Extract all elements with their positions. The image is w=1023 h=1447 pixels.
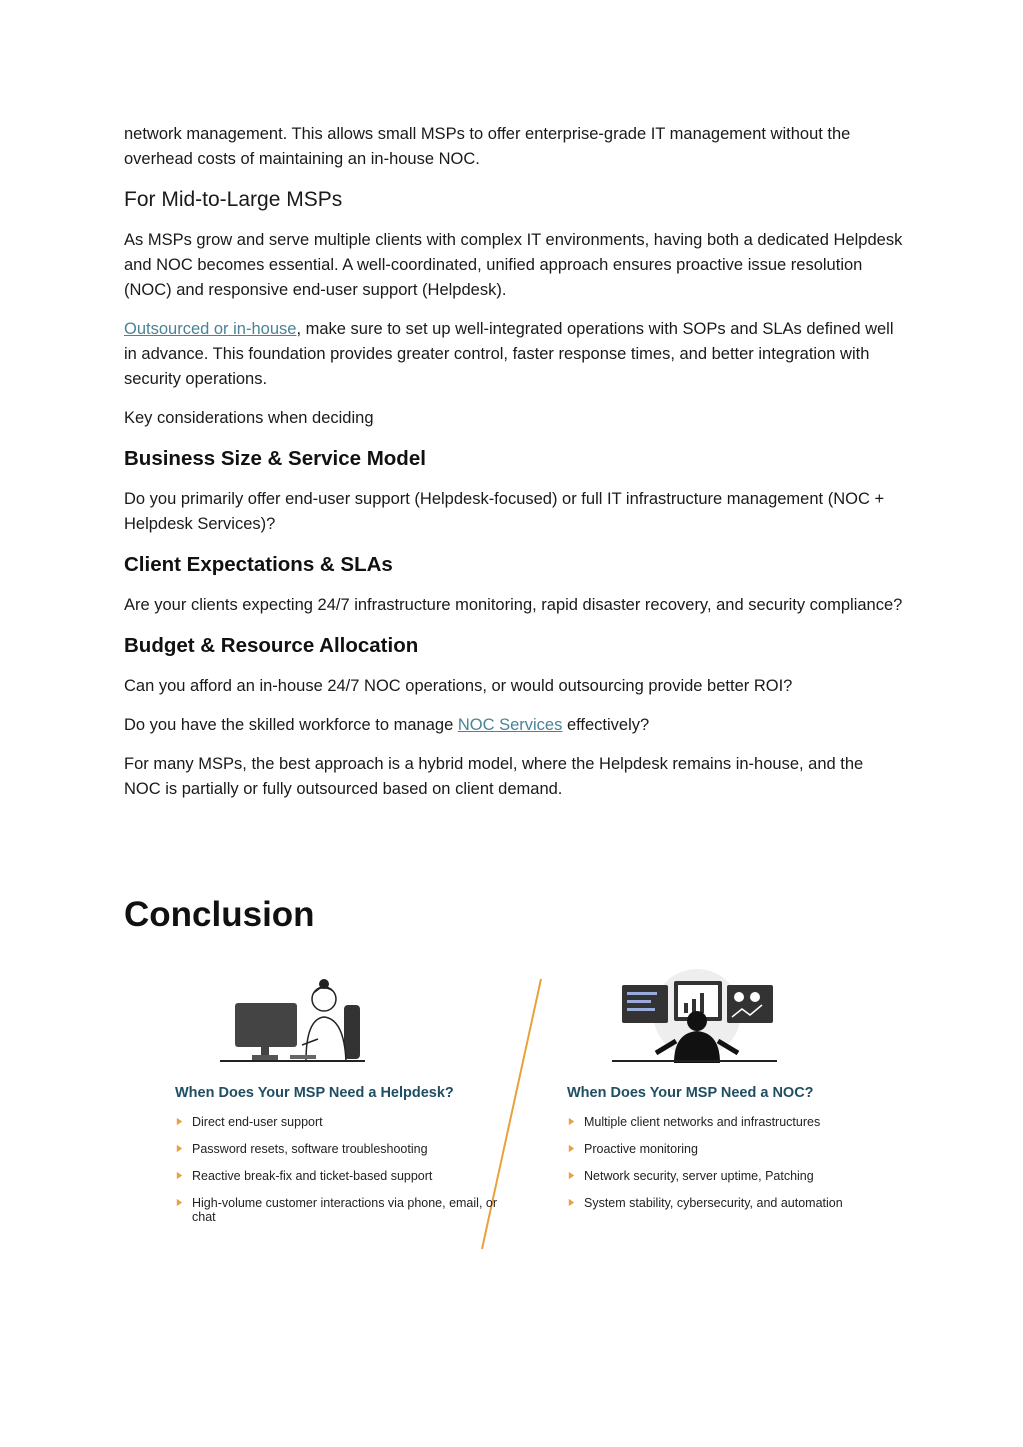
bullet-icon bbox=[567, 1198, 576, 1207]
helpdesk-bullet-list bbox=[175, 1115, 505, 1237]
list-item bbox=[175, 1196, 505, 1224]
key-considerations: Key considerations when deciding bbox=[124, 409, 374, 427]
list-item-label: Reactive break-fix and ticket-based support bbox=[192, 1169, 433, 1183]
list-item-label: Network security, server uptime, Patching bbox=[584, 1169, 814, 1183]
section-heading-business-size: Business Size & Service Model bbox=[124, 447, 426, 470]
noc-operator-illustration bbox=[552, 965, 882, 1075]
bullet-icon bbox=[567, 1171, 576, 1180]
list-item bbox=[567, 1142, 897, 1156]
list-item bbox=[175, 1115, 505, 1129]
section-body-business-size: Do you primarily offer end-user support (Helpdesk-focused) or full IT infrastructure management (NOC + Helpdesk Services)? bbox=[124, 490, 885, 533]
list-item-label: High-volume customer interactions via phone, email, or chat bbox=[192, 1196, 497, 1224]
list-item bbox=[175, 1169, 505, 1183]
section-body-budget: Can you afford an in-house 24/7 NOC operations, or would outsourcing provide better ROI? bbox=[124, 677, 793, 695]
conclusion-heading: Conclusion bbox=[124, 895, 315, 934]
bullet-icon bbox=[567, 1117, 576, 1126]
hybrid-paragraph: For many MSPs, the best approach is a hybrid model, where the Helpdesk remains in-house, and the NOC is partially or fully outsourced based on client demand. bbox=[124, 755, 864, 798]
bullet-icon bbox=[175, 1198, 184, 1207]
bullet-icon bbox=[567, 1144, 576, 1153]
document-body bbox=[124, 122, 904, 816]
helpdesk-vs-noc-infographic bbox=[160, 965, 870, 1255]
list-item-label: Multiple client networks and infrastructures bbox=[584, 1115, 821, 1129]
noc-title: When Does Your MSP Need a NOC? bbox=[567, 1085, 814, 1101]
outsourced-paragraph bbox=[124, 317, 904, 392]
bullet-icon bbox=[175, 1171, 184, 1180]
noc-services-link[interactable]: NOC Services bbox=[457, 716, 563, 734]
noc-column bbox=[552, 965, 882, 1255]
list-item bbox=[567, 1169, 897, 1183]
intro-paragraph: network management. This allows small MSPs to offer enterprise-grade IT management without the overhead costs of maintaining an in-house NOC. bbox=[124, 125, 851, 168]
workforce-text-after: effectively? bbox=[562, 716, 650, 734]
list-item-label: Direct end-user support bbox=[192, 1115, 323, 1129]
workforce-paragraph bbox=[124, 713, 904, 738]
outsourced-link[interactable]: Outsourced or in-house bbox=[124, 320, 297, 338]
workforce-text-before: Do you have the skilled workforce to manage bbox=[124, 716, 458, 734]
outsourced-text: , make sure to set up well-integrated operations with SOPs and SLAs defined well in advance. This foundation provides greater control, faster response times, and better integration with security operations. bbox=[124, 320, 894, 388]
helpdesk-agent-illustration bbox=[160, 965, 490, 1075]
noc-bullet-list bbox=[567, 1115, 897, 1223]
section-body-client-expectations: Are your clients expecting 24/7 infrastructure monitoring, rapid disaster recovery, and security compliance? bbox=[124, 596, 903, 614]
section-heading-budget: Budget & Resource Allocation bbox=[124, 634, 419, 657]
list-item bbox=[567, 1115, 897, 1129]
bullet-icon bbox=[175, 1144, 184, 1153]
bullet-icon bbox=[175, 1117, 184, 1126]
mid-large-paragraph: As MSPs grow and serve multiple clients with complex IT environments, having both a dedicated Helpdesk and NOC becomes essential. A well-coordinated, unified approach ensures proactive issue resolution (NOC) and responsive end-user support (Helpdesk). bbox=[124, 231, 903, 299]
list-item-label: Proactive monitoring bbox=[584, 1142, 698, 1156]
helpdesk-column bbox=[160, 965, 497, 1255]
helpdesk-title: When Does Your MSP Need a Helpdesk? bbox=[175, 1085, 454, 1101]
list-item-label: Password resets, software troubleshooting bbox=[192, 1142, 428, 1156]
list-item bbox=[567, 1196, 897, 1210]
list-item bbox=[175, 1142, 505, 1156]
list-item-label: System stability, cybersecurity, and automation bbox=[584, 1196, 843, 1210]
mid-large-heading: For Mid-to-Large MSPs bbox=[124, 188, 343, 211]
section-heading-client-expectations: Client Expectations & SLAs bbox=[124, 553, 393, 576]
